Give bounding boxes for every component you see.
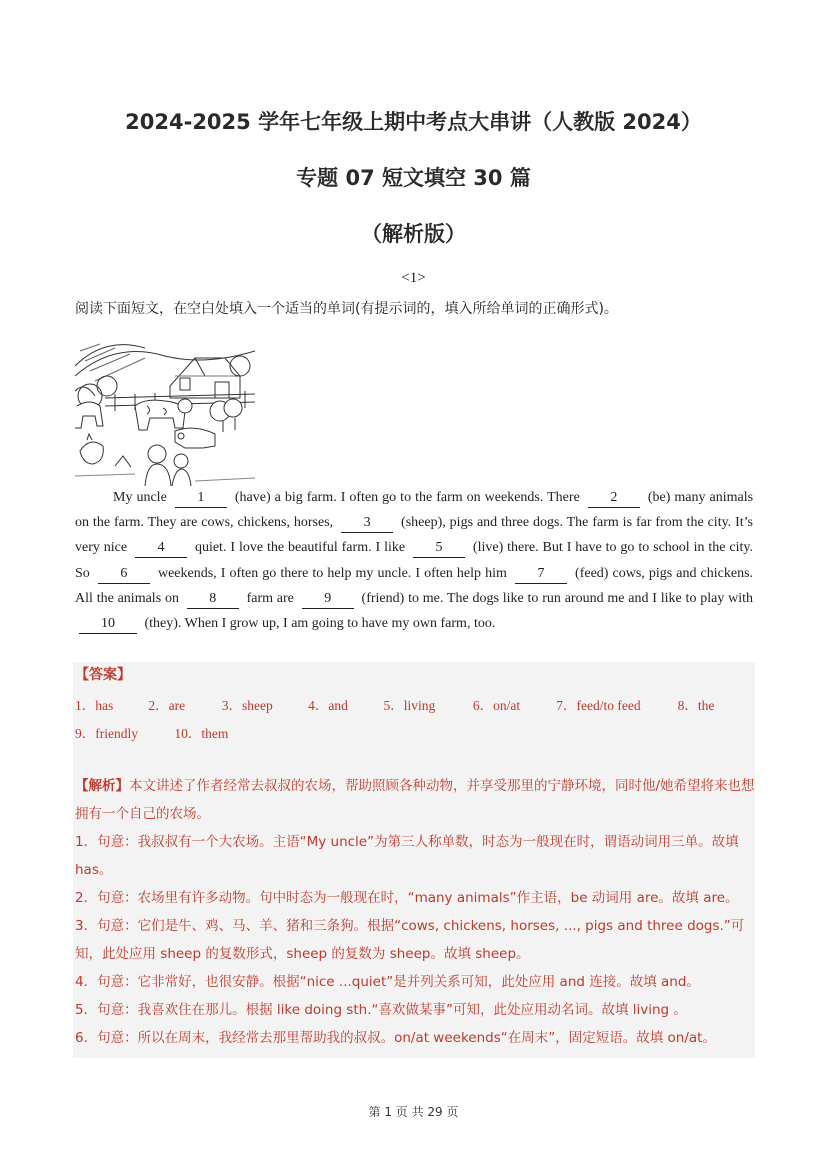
- blank-10[interactable]: 10: [79, 615, 137, 634]
- section-number: <1>: [401, 270, 426, 286]
- blank-5[interactable]: 5: [413, 539, 465, 558]
- answer-row-1: [75, 694, 738, 714]
- blank-3[interactable]: 3: [341, 514, 393, 533]
- answer-item: 10．them: [174, 726, 229, 741]
- analysis-item-5: 5．句意：我喜欢住在那儿。根据 like doing sth.“喜欢做某事”可知，此处应用动名词。故填 living 。: [75, 1002, 687, 1018]
- passage-segment: (they). When I grow up, I am going to have my own farm, too.: [144, 616, 496, 632]
- doc-title: 2024-2025 学年七年级上期中考点大串讲（人教版 2024）: [125, 110, 702, 134]
- analysis-item-6: 6．句意：所以在周末，我经常去那里帮助我的叔叔。on/at weekends“在周末”，固定短语。故填 on/at。: [75, 1030, 716, 1046]
- blank-9[interactable]: 9: [302, 590, 354, 609]
- answer-item: 4．and: [308, 698, 348, 713]
- answer-heading: 【答案】: [75, 667, 131, 683]
- blank-7[interactable]: 7: [515, 565, 567, 584]
- answer-item: 6．on/at: [472, 698, 521, 713]
- instruction-text: 阅读下面短文，在空白处填入一个适当的单词(有提示词的，填入所给单词的正确形式)。: [75, 301, 618, 317]
- passage-segment: (feed) cows, pigs and chickens. All the animals on: [75, 565, 754, 606]
- analysis-summary: [75, 772, 755, 828]
- passage-segment: (live) there. But I have to go to school in the city. So: [75, 540, 754, 581]
- passage-segment: (friend) to me. The dogs like to run around me and I like to play with: [361, 590, 754, 606]
- farm-illustration: [75, 336, 255, 486]
- analysis-item-1: 1．句意：我叔叔有一个大农场。主语“My uncle”为第三人称单数，时态为一般现在时，谓语动词用三单。故填 has。: [75, 834, 739, 878]
- blank-1[interactable]: 1: [175, 489, 227, 508]
- blank-6[interactable]: 6: [98, 565, 150, 584]
- passage-segment: My uncle: [113, 490, 167, 505]
- answer-item: 9．friendly: [75, 726, 138, 741]
- analysis-summary-text: 本文讲述了作者经常去叔叔的农场，帮助照顾各种动物，并享受那里的宁静环境，同时他/她希望将来也想拥有一个自己的农场。: [75, 778, 755, 822]
- blank-4[interactable]: 4: [135, 539, 187, 558]
- passage-segment: quiet. I love the beautiful farm. I like: [194, 540, 406, 556]
- answer-item: 3．sheep: [221, 698, 273, 713]
- analysis-item-4: 4．句意：它非常好，也很安静。根据“nice ...quiet”是并列关系可知，此处应用 and 连接。故填 and。: [75, 974, 700, 990]
- page-footer: 第 1 页 共 29 页: [368, 1105, 459, 1119]
- analysis-item-2: 2．句意：农场里有许多动物。句中时态为一般现在时，“many animals”作主语，be 动词用 are。故填 are。: [75, 890, 739, 906]
- blank-8[interactable]: 8: [187, 590, 239, 609]
- passage-segment: (sheep), pigs and three dogs. The farm is far from the city. It’s very nice: [75, 515, 753, 556]
- passage-segment: farm are: [246, 590, 294, 606]
- passage-segment: (be) many animals on the farm. They are cows, chickens, horses,: [75, 490, 754, 531]
- analysis-heading: 【解析】: [75, 778, 129, 794]
- analysis-item-3: 3．句意：它们是牛、鸡、马、羊、猪和三条狗。根据“cows, chickens, horses, ..., pigs and three dogs.”可知，此处应用 sheep 的复数形式，sheep 的复数为 sheep。故填 sheep。: [75, 918, 745, 962]
- passage-segment: (have) a big farm. I often go to the farm on weekends. There: [234, 490, 580, 505]
- answer-item: 7．feed/to feed: [556, 698, 641, 713]
- blank-2[interactable]: 2: [588, 489, 640, 508]
- answer-item: 8．the: [677, 698, 715, 713]
- doc-edition: （解析版）: [361, 222, 466, 246]
- passage-text: [75, 485, 753, 636]
- answer-row-2: [75, 722, 254, 742]
- doc-subtitle: 专题 07 短文填空 30 篇: [296, 166, 531, 190]
- answer-item: 1．has: [75, 698, 114, 713]
- answer-item: 5．living: [383, 698, 436, 713]
- passage-segment: weekends, I often go there to help my uncle. I often help him: [157, 565, 507, 581]
- answer-item: 2．are: [148, 698, 186, 713]
